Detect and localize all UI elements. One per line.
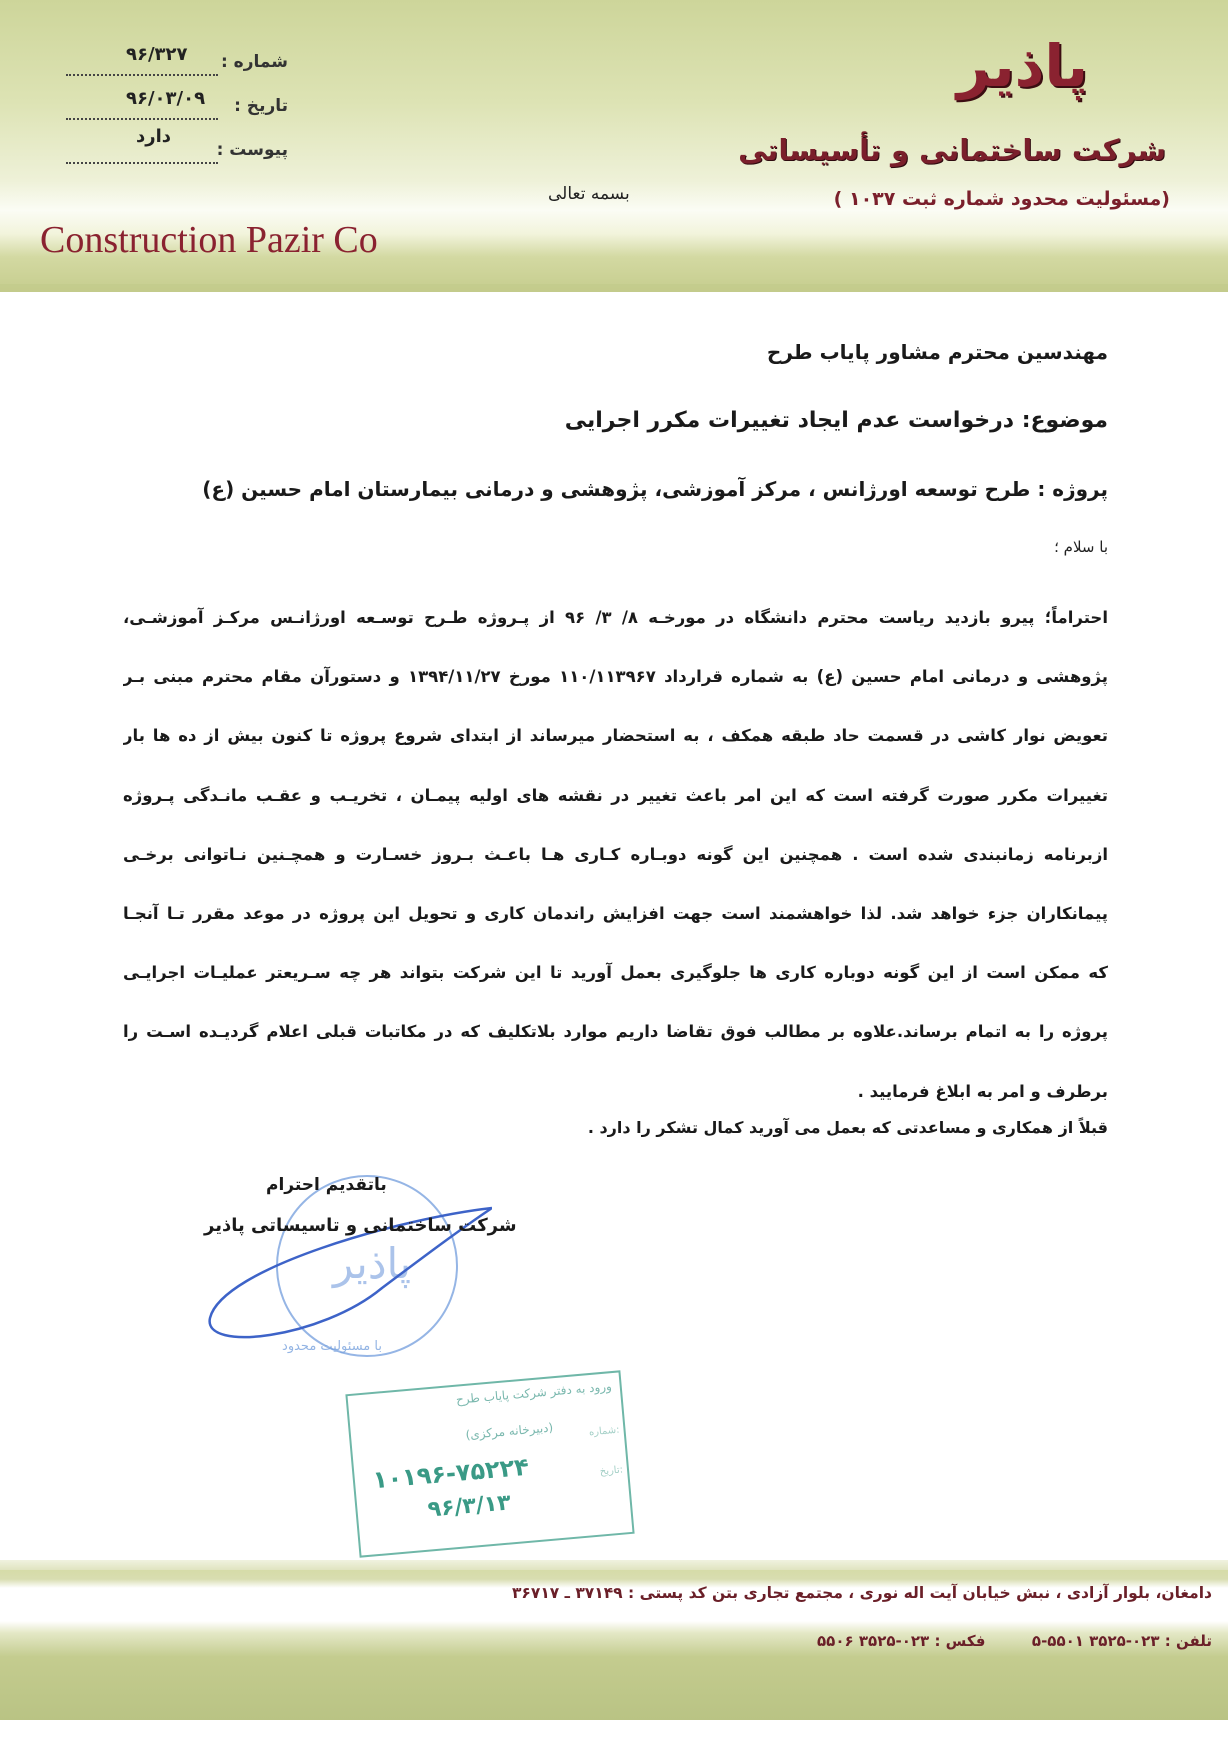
received-stamp-number: ۱۰۱۹۶-۷۵۲۲۴: [371, 1452, 531, 1495]
seal-text: پاذیر: [332, 1239, 412, 1288]
received-stamp-number-label: شماره:: [588, 1424, 621, 1439]
received-stamp-subtitle: (دبیرخانه مرکزی): [465, 1420, 554, 1442]
english-company-name: Construction Pazir Co: [40, 219, 378, 261]
letter-date-label: تاریخ :: [234, 96, 288, 116]
footer-address: دامغان، بلوار آزادی ، نبش خیابان آیت اله نوری ، مجتمع تجاری بتن کد پستی : ۳۷۱۴۹ ـ ۳۶۷۱۷: [511, 1584, 1212, 1602]
letter-number-value: ۹۶/۳۲۷: [126, 44, 188, 65]
body-line: تغییرات مکرر صورت گرفته است که این امر باعث تغییر در نقشه های اولیه پیمـان ، تخریـب و عقـب مانـدگی پـروژه: [123, 785, 1108, 805]
received-stamp-title: ورود به دفتر شرکت پایاب طرح: [455, 1379, 613, 1407]
received-stamp-date: ۹۶/۳/۱۳: [426, 1490, 512, 1523]
project-title: پروژه : طرح توسعه اورژانس ، مرکز آموزشی، پژوهشی و درمانی بیمارستان امام حسین (ع): [202, 477, 1108, 501]
received-stamp: [345, 1370, 634, 1557]
fax-label: فکس :: [934, 1632, 986, 1650]
letter-body: [123, 588, 1108, 1121]
registration-info: (مسئولیت محدود شماره ثبت ۱۰۳۷ ): [833, 188, 1170, 210]
fax-value: ۰۲۳-۳۵۲۵ ۵۵۰۶: [817, 1632, 930, 1650]
dotted-line: [66, 74, 218, 76]
thanks-line: قبلاً از همکاری و مساعدتی که بعمل می آورید کمال تشکر را دارد .: [587, 1118, 1108, 1137]
basmala: بسمه تعالی: [548, 184, 630, 204]
company-logo: پاذیر: [956, 32, 1088, 100]
greeting: با سلام ؛: [1054, 538, 1108, 556]
letterhead-divider: [0, 284, 1228, 292]
body-line: پژوهشی و درمانی امام حسین (ع) به شماره قرارداد ۱۱۰/۱۱۳۹۶۷ مورخ ۱۳۹۴/۱۱/۲۷ و دستورآن مقام محترم مبنی بـر: [123, 667, 1108, 687]
body-line: برطرف و امر به ابلاغ فرمایید .: [857, 1081, 1108, 1101]
company-name: شرکت ساختمانی و تأسیساتی: [738, 133, 1166, 167]
phone-label: تلفن :: [1164, 1632, 1212, 1650]
seal-caption: با مسئولیت محدود: [282, 1339, 382, 1354]
signatory: شرکت ساختمانی و تاسیساتی پاذیر: [204, 1215, 517, 1236]
closing-phrase: باتقدیم احترام: [266, 1175, 387, 1195]
attachment-value: دارد: [136, 126, 172, 147]
dotted-line: [66, 162, 218, 164]
footer-contacts: [817, 1632, 1212, 1650]
letter-date-row: [66, 88, 288, 126]
letter-number-label: شماره :: [220, 52, 288, 72]
body-line: پروژه را به اتمام برساند.علاوه بر مطالب فوق تقاضا داریم موارد بلاتکلیف که در مکاتبات قبلی اعلام گردیـده اسـت را: [123, 1022, 1108, 1042]
received-stamp-date-label: تاریخ:: [599, 1464, 624, 1478]
letter-date-value: ۹۶/۰۳/۰۹: [126, 88, 206, 109]
dotted-line: [66, 118, 218, 120]
subject: موضوع: درخواست عدم ایجاد تغییرات مکرر اجرایی: [564, 408, 1108, 433]
letter-number-row: [66, 44, 288, 82]
body-line: که ممکن است از این گونه دوباره کاری ها جلوگیری بعمل آورید تا این شرکت بتواند هر چه سـریعتر عملیـات اجرایـی: [123, 963, 1108, 983]
attachment-row: [66, 126, 288, 170]
attachment-label: پیوست :: [216, 140, 288, 160]
company-seal-stamp: [202, 1168, 492, 1368]
phone-value: ۰۲۳-۳۵۲۵ ۵۵۰۱-۵: [1031, 1632, 1160, 1650]
body-line: پیمانکاران جزء خواهد شد. لذا خواهشمند است جهت افزایش راندمان کاری و تحویل این پروژه در موعد مقرر تـا آنجـا: [123, 904, 1108, 924]
addressee: مهندسین محترم مشاور پایاب طرح: [766, 340, 1108, 364]
body-line: ازبرنامه زمانبندی شده است . همچنین این گونه دوبـاره کـاری هـا باعـث بـروز خسـارت و همچـنین نـاتوانی برخـی: [123, 844, 1108, 864]
body-line: تعویض نوار کاشی در قسمت حاد طبقه همکف ، به استحضار میرساند از ابتدای شروع پروژه تا کنون بیش از ده ها بار: [123, 726, 1108, 746]
body-line: احتراماً؛ پیرو بازدید ریاست محترم دانشگاه در مورخـه ۸/ ۳/ ۹۶ از پـروژه طـرح توسـعه اورژانـس مرکـز آموزشـی،: [123, 608, 1108, 627]
